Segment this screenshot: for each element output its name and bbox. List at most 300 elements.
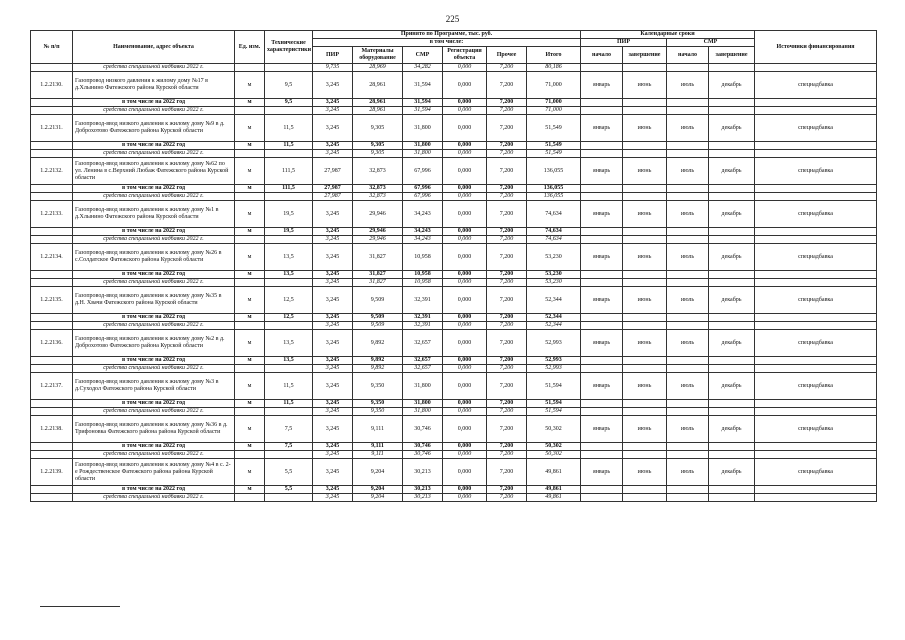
header-unit: Ед. изм.: [235, 31, 265, 64]
cell-unit: м: [235, 244, 265, 271]
cell-unit: м: [235, 357, 265, 365]
cell-name: Газопровод-ввод низкого давления к жилому дому №9 в д. Доброхотово Фатежского района Курской области: [73, 115, 235, 142]
cell-pir-end: июнь: [623, 330, 667, 357]
object-row: [31, 72, 877, 99]
cell-smr: 30,213: [403, 459, 443, 486]
cell-total: 52,344: [527, 314, 581, 322]
cell-other: 7,200: [487, 142, 527, 150]
cell-other: 7,200: [487, 150, 527, 158]
cell-materials: 32,873: [353, 193, 403, 201]
cell-name: Газопровод-ввод низкого давления к жилому дому №2 в д. Доброхотово Фатежского района Курской области: [73, 330, 235, 357]
cell-materials: 28,969: [353, 64, 403, 72]
cell-registration: 0,000: [443, 64, 487, 72]
cell-materials: 29,946: [353, 201, 403, 228]
spec-row: [31, 365, 877, 373]
cell-pir-start: январь: [581, 330, 623, 357]
cell-smr: 10,958: [403, 279, 443, 287]
cell-unit: м: [235, 459, 265, 486]
cell-other: 7,200: [487, 486, 527, 494]
cell-tech: 9,5: [265, 99, 313, 107]
spec-label: средства специальной надбавки 2022 г.: [73, 64, 235, 72]
cell-total: 74,634: [527, 228, 581, 236]
cell-pir: 3,245: [313, 107, 353, 115]
cell-other: 7,200: [487, 107, 527, 115]
cell-pir: 3,245: [313, 72, 353, 99]
cell-pir: 3,245: [313, 322, 353, 330]
cell-name: Газопровод-ввод низкого давления к жилому дому №1 в д.Хлынино Фатежского района Курской области: [73, 201, 235, 228]
object-row: [31, 244, 877, 271]
cell-smr: 31,800: [403, 408, 443, 416]
cell-total: 49,861: [527, 486, 581, 494]
cell-pir-start: январь: [581, 115, 623, 142]
cell-tech: 11,5: [265, 373, 313, 400]
cell-pir-start: январь: [581, 287, 623, 314]
cell-total: 52,993: [527, 330, 581, 357]
cell-smr: 30,213: [403, 494, 443, 502]
cell-tech: 11,5: [265, 142, 313, 150]
cell-smr-start: июль: [667, 115, 709, 142]
cell-pir-end: июнь: [623, 72, 667, 99]
cell-materials: 9,111: [353, 416, 403, 443]
cell-other: 7,200: [487, 236, 527, 244]
cell-smr: 32,657: [403, 357, 443, 365]
spec-row: [31, 494, 877, 502]
cell-registration: 0,000: [443, 330, 487, 357]
cell-smr: 31,594: [403, 99, 443, 107]
header-including: в том числе:: [313, 39, 581, 47]
cell-unit: м: [235, 99, 265, 107]
cell-other: 7,200: [487, 365, 527, 373]
header-num: № п/п: [31, 31, 73, 64]
cell-other: 7,200: [487, 408, 527, 416]
cell-num: 1.2.2137.: [31, 373, 73, 400]
cell-materials: 9,204: [353, 486, 403, 494]
cell-smr: 31,800: [403, 142, 443, 150]
cell-total: 53,230: [527, 279, 581, 287]
cell-name: Газопровод-ввод низкого давления к жилому дому №35 в д.Н. Хвачи Фатежского района Курской области: [73, 287, 235, 314]
cell-registration: 0,000: [443, 443, 487, 451]
cell-other: 7,200: [487, 322, 527, 330]
cell-tech: 5,5: [265, 486, 313, 494]
cell-unit: м: [235, 443, 265, 451]
table-header: [31, 31, 877, 64]
cell-registration: 0,000: [443, 287, 487, 314]
cell-materials: 31,827: [353, 244, 403, 271]
cell-num: 1.2.2134.: [31, 244, 73, 271]
cell-smr-start: июль: [667, 330, 709, 357]
cell-num: 1.2.2139.: [31, 459, 73, 486]
cell-source: спецнадбавка: [755, 330, 877, 357]
cell-other: 7,200: [487, 373, 527, 400]
cell-pir: 3,245: [313, 279, 353, 287]
cell-registration: 0,000: [443, 271, 487, 279]
cell-pir-start: январь: [581, 373, 623, 400]
cell-materials: 9,111: [353, 451, 403, 459]
cell-pir: 3,245: [313, 99, 353, 107]
cell-materials: 9,305: [353, 142, 403, 150]
header-other: Прочее: [487, 47, 527, 64]
cell-unit: м: [235, 400, 265, 408]
cell-tech: 9,5: [265, 72, 313, 99]
cell-tech: 13,5: [265, 244, 313, 271]
cell-tech: 13,5: [265, 330, 313, 357]
cell-pir: 3,245: [313, 287, 353, 314]
cell-smr: 34,243: [403, 236, 443, 244]
cell-materials: 31,827: [353, 271, 403, 279]
spec-row: [31, 150, 877, 158]
cell-source: спецнадбавка: [755, 201, 877, 228]
cell-smr-start: июль: [667, 201, 709, 228]
cell-pir-end: июнь: [623, 459, 667, 486]
cell-other: 7,200: [487, 330, 527, 357]
cell-smr: 32,391: [403, 314, 443, 322]
cell-registration: 0,000: [443, 201, 487, 228]
cell-pir-end: июнь: [623, 244, 667, 271]
header-accepted: Принято по Программе, тыс. руб.: [313, 31, 581, 39]
cell-smr-start: июль: [667, 373, 709, 400]
cell-other: 7,200: [487, 99, 527, 107]
subtotal-label: в том числе на 2022 год: [73, 357, 235, 365]
cell-total: 52,344: [527, 322, 581, 330]
cell-smr-end: декабрь: [709, 72, 755, 99]
cell-registration: 0,000: [443, 72, 487, 99]
cell-total: 50,302: [527, 451, 581, 459]
header-start: начало: [667, 47, 709, 64]
cell-smr: 34,282: [403, 64, 443, 72]
cell-registration: 0,000: [443, 494, 487, 502]
cell-other: 7,200: [487, 314, 527, 322]
cell-unit: м: [235, 416, 265, 443]
cell-total: 51,549: [527, 115, 581, 142]
header-start: начало: [581, 47, 623, 64]
cell-materials: 9,509: [353, 322, 403, 330]
cell-materials: 9,350: [353, 408, 403, 416]
header-smr: СМР: [403, 47, 443, 64]
cell-materials: 9,111: [353, 443, 403, 451]
cell-pir: 3,245: [313, 416, 353, 443]
cell-smr-start: июль: [667, 244, 709, 271]
object-row: [31, 330, 877, 357]
cell-other: 7,200: [487, 185, 527, 193]
cell-unit: м: [235, 142, 265, 150]
spec-row: [31, 451, 877, 459]
cell-source: спецнадбавка: [755, 244, 877, 271]
cell-num: 1.2.2131.: [31, 115, 73, 142]
cell-smr-end: декабрь: [709, 373, 755, 400]
cell-name: Газопровод-ввод низкого давления к жилому дому №62 по ул. Ленина в с.Верхний Любаж Фатежского района Курской области: [73, 158, 235, 185]
cell-pir: 3,245: [313, 373, 353, 400]
cell-pir: 3,245: [313, 365, 353, 373]
object-row: [31, 416, 877, 443]
header-end: завершение: [623, 47, 667, 64]
spec-row: [31, 322, 877, 330]
cell-pir: 3,245: [313, 459, 353, 486]
object-row: [31, 158, 877, 185]
cell-materials: 31,827: [353, 279, 403, 287]
cell-smr-end: декабрь: [709, 287, 755, 314]
cell-registration: 0,000: [443, 373, 487, 400]
cell-tech: 11,5: [265, 400, 313, 408]
cell-other: 7,200: [487, 494, 527, 502]
cell-smr-start: июль: [667, 459, 709, 486]
cell-total: 80,186: [527, 64, 581, 72]
subtotal-label: в том числе на 2022 год: [73, 142, 235, 150]
year-subtotal-row: [31, 142, 877, 150]
cell-total: 51,549: [527, 150, 581, 158]
spec-label: средства специальной надбавки 2022 г.: [73, 279, 235, 287]
header-cal-smr: СМР: [667, 39, 755, 47]
cell-tech: 11,5: [265, 115, 313, 142]
cell-registration: 0,000: [443, 459, 487, 486]
year-subtotal-row: [31, 400, 877, 408]
header-pir: ПИР: [313, 47, 353, 64]
year-subtotal-row: [31, 228, 877, 236]
cell-smr: 34,243: [403, 228, 443, 236]
cell-pir: 27,987: [313, 193, 353, 201]
cell-smr: 31,800: [403, 373, 443, 400]
cell-smr: 10,958: [403, 244, 443, 271]
cell-other: 7,200: [487, 72, 527, 99]
cell-registration: 0,000: [443, 279, 487, 287]
cell-pir: 3,245: [313, 314, 353, 322]
cell-registration: 0,000: [443, 99, 487, 107]
cell-tech: 12,5: [265, 314, 313, 322]
cell-pir: 3,245: [313, 330, 353, 357]
object-row: [31, 459, 877, 486]
cell-other: 7,200: [487, 416, 527, 443]
cell-pir-start: январь: [581, 158, 623, 185]
cell-materials: 9,204: [353, 459, 403, 486]
object-row: [31, 287, 877, 314]
cell-materials: 9,509: [353, 314, 403, 322]
spec-label: средства специальной надбавки 2022 г.: [73, 451, 235, 459]
year-subtotal-row: [31, 314, 877, 322]
cell-smr-end: декабрь: [709, 416, 755, 443]
cell-materials: 9,305: [353, 115, 403, 142]
cell-unit: м: [235, 158, 265, 185]
cell-smr-end: декабрь: [709, 201, 755, 228]
cell-total: 74,634: [527, 201, 581, 228]
spec-label: средства специальной надбавки 2022 г.: [73, 322, 235, 330]
cell-tech: 19,5: [265, 228, 313, 236]
cell-registration: 0,000: [443, 416, 487, 443]
cell-smr: 30,746: [403, 416, 443, 443]
cell-smr: 67,996: [403, 193, 443, 201]
cell-pir-start: январь: [581, 244, 623, 271]
cell-pir: 3,245: [313, 150, 353, 158]
footer-divider: [40, 606, 120, 607]
cell-pir: 3,245: [313, 486, 353, 494]
cell-tech: 7,5: [265, 443, 313, 451]
cell-pir: 3,245: [313, 142, 353, 150]
cell-pir: 9,735: [313, 64, 353, 72]
cell-unit: м: [235, 115, 265, 142]
cell-registration: 0,000: [443, 228, 487, 236]
cell-pir-start: январь: [581, 416, 623, 443]
cell-unit: м: [235, 287, 265, 314]
cell-other: 7,200: [487, 201, 527, 228]
cell-other: 7,200: [487, 443, 527, 451]
cell-num: 1.2.2133.: [31, 201, 73, 228]
cell-total: 51,594: [527, 373, 581, 400]
cell-other: 7,200: [487, 287, 527, 314]
cell-unit: м: [235, 486, 265, 494]
cell-smr: 31,800: [403, 400, 443, 408]
cell-registration: 0,000: [443, 486, 487, 494]
cell-pir-end: июнь: [623, 287, 667, 314]
cell-pir: 3,245: [313, 236, 353, 244]
header-cal-pir: ПИР: [581, 39, 667, 47]
cell-tech: 7,5: [265, 416, 313, 443]
spec-label: средства специальной надбавки 2022 г.: [73, 107, 235, 115]
cell-materials: 29,946: [353, 228, 403, 236]
cell-other: 7,200: [487, 459, 527, 486]
cell-source: спецнадбавка: [755, 72, 877, 99]
cell-materials: 9,204: [353, 494, 403, 502]
cell-total: 136,055: [527, 185, 581, 193]
cell-smr-start: июль: [667, 158, 709, 185]
cell-total: 49,861: [527, 459, 581, 486]
cell-pir: 3,245: [313, 115, 353, 142]
cell-pir-end: июнь: [623, 373, 667, 400]
cell-registration: 0,000: [443, 314, 487, 322]
cell-total: 51,594: [527, 408, 581, 416]
object-row: [31, 373, 877, 400]
header-registration: Регистрация объекта: [443, 47, 487, 64]
cell-other: 7,200: [487, 271, 527, 279]
cell-registration: 0,000: [443, 236, 487, 244]
cell-total: 50,302: [527, 416, 581, 443]
subtotal-label: в том числе на 2022 год: [73, 185, 235, 193]
cell-pir: 3,245: [313, 244, 353, 271]
spec-row: [31, 408, 877, 416]
cell-other: 7,200: [487, 279, 527, 287]
cell-smr: 30,746: [403, 443, 443, 451]
cell-tech: 13,5: [265, 357, 313, 365]
cell-tech: 19,5: [265, 201, 313, 228]
cell-other: 7,200: [487, 357, 527, 365]
cell-smr-start: июль: [667, 416, 709, 443]
cell-registration: 0,000: [443, 357, 487, 365]
top-spec-row: [31, 64, 877, 72]
cell-total: 136,055: [527, 158, 581, 185]
cell-smr: 31,594: [403, 72, 443, 99]
cell-smr: 30,746: [403, 451, 443, 459]
cell-materials: 28,961: [353, 107, 403, 115]
spec-label: средства специальной надбавки 2022 г.: [73, 150, 235, 158]
subtotal-label: в том числе на 2022 год: [73, 443, 235, 451]
cell-pir-start: январь: [581, 72, 623, 99]
cell-materials: 29,946: [353, 236, 403, 244]
cell-smr: 32,657: [403, 365, 443, 373]
header-name: Наименование, адрес объекта: [73, 31, 235, 64]
cell-smr-end: декабрь: [709, 244, 755, 271]
cell-pir: 3,245: [313, 400, 353, 408]
year-subtotal-row: [31, 486, 877, 494]
cell-name: Газопровод-ввод низкого давления к жилому дому №4 в с. 2-е Рождественское Фатежского района района Курской области: [73, 459, 235, 486]
cell-pir-end: июнь: [623, 115, 667, 142]
cell-num: 1.2.2130.: [31, 72, 73, 99]
cell-smr-end: декабрь: [709, 115, 755, 142]
cell-registration: 0,000: [443, 193, 487, 201]
cell-pir: 3,245: [313, 201, 353, 228]
cell-unit: м: [235, 72, 265, 99]
cell-source: спецнадбавка: [755, 416, 877, 443]
cell-pir: 3,245: [313, 494, 353, 502]
cell-pir: 3,245: [313, 451, 353, 459]
cell-other: 7,200: [487, 158, 527, 185]
cell-smr: 67,996: [403, 185, 443, 193]
cell-smr: 30,213: [403, 486, 443, 494]
cell-unit: м: [235, 314, 265, 322]
cell-total: 52,993: [527, 365, 581, 373]
cell-other: 7,200: [487, 64, 527, 72]
cell-smr: 31,594: [403, 107, 443, 115]
cell-total: 71,000: [527, 99, 581, 107]
cell-materials: 9,350: [353, 400, 403, 408]
cell-unit: м: [235, 185, 265, 193]
cell-tech: 12,5: [265, 287, 313, 314]
spec-label: средства специальной надбавки 2022 г.: [73, 408, 235, 416]
year-subtotal-row: [31, 99, 877, 107]
cell-registration: 0,000: [443, 408, 487, 416]
cell-total: 74,634: [527, 236, 581, 244]
cell-total: 52,344: [527, 287, 581, 314]
cell-num: 1.2.2132.: [31, 158, 73, 185]
header-end: завершение: [709, 47, 755, 64]
cell-registration: 0,000: [443, 365, 487, 373]
cell-pir: 3,245: [313, 357, 353, 365]
header-source: Источники финансирования: [755, 31, 877, 64]
cell-source: спецнадбавка: [755, 287, 877, 314]
cell-other: 7,200: [487, 228, 527, 236]
cell-other: 7,200: [487, 115, 527, 142]
spec-row: [31, 236, 877, 244]
subtotal-label: в том числе на 2022 год: [73, 271, 235, 279]
cell-name: Газопровод-ввод низкого давления к жилому дому №3 в д.Суходол Фатежского района Курской области: [73, 373, 235, 400]
page-number: 225: [445, 14, 460, 24]
cell-registration: 0,000: [443, 107, 487, 115]
cell-materials: 32,873: [353, 158, 403, 185]
cell-other: 7,200: [487, 400, 527, 408]
cell-materials: 9,892: [353, 365, 403, 373]
spec-row: [31, 193, 877, 201]
cell-materials: 32,873: [353, 185, 403, 193]
cell-pir: 27,987: [313, 185, 353, 193]
cell-source: спецнадбавка: [755, 459, 877, 486]
cell-name: Газопровод-ввод низкого давления к жилому дому №36 в д. Трифоновка Фатежского района района Курской области: [73, 416, 235, 443]
cell-smr: 31,800: [403, 150, 443, 158]
cell-registration: 0,000: [443, 322, 487, 330]
program-table: [30, 30, 877, 502]
cell-registration: 0,000: [443, 150, 487, 158]
cell-tech: 111,5: [265, 185, 313, 193]
spec-row: [31, 107, 877, 115]
cell-pir-end: июнь: [623, 158, 667, 185]
cell-materials: 9,305: [353, 150, 403, 158]
cell-smr: 32,391: [403, 322, 443, 330]
cell-unit: м: [235, 373, 265, 400]
cell-pir-start: январь: [581, 201, 623, 228]
cell-total: 136,055: [527, 193, 581, 201]
cell-smr: 32,391: [403, 287, 443, 314]
subtotal-label: в том числе на 2022 год: [73, 400, 235, 408]
cell-registration: 0,000: [443, 115, 487, 142]
object-row: [31, 201, 877, 228]
cell-smr-end: декабрь: [709, 158, 755, 185]
cell-total: 49,861: [527, 494, 581, 502]
cell-num: 1.2.2135.: [31, 287, 73, 314]
